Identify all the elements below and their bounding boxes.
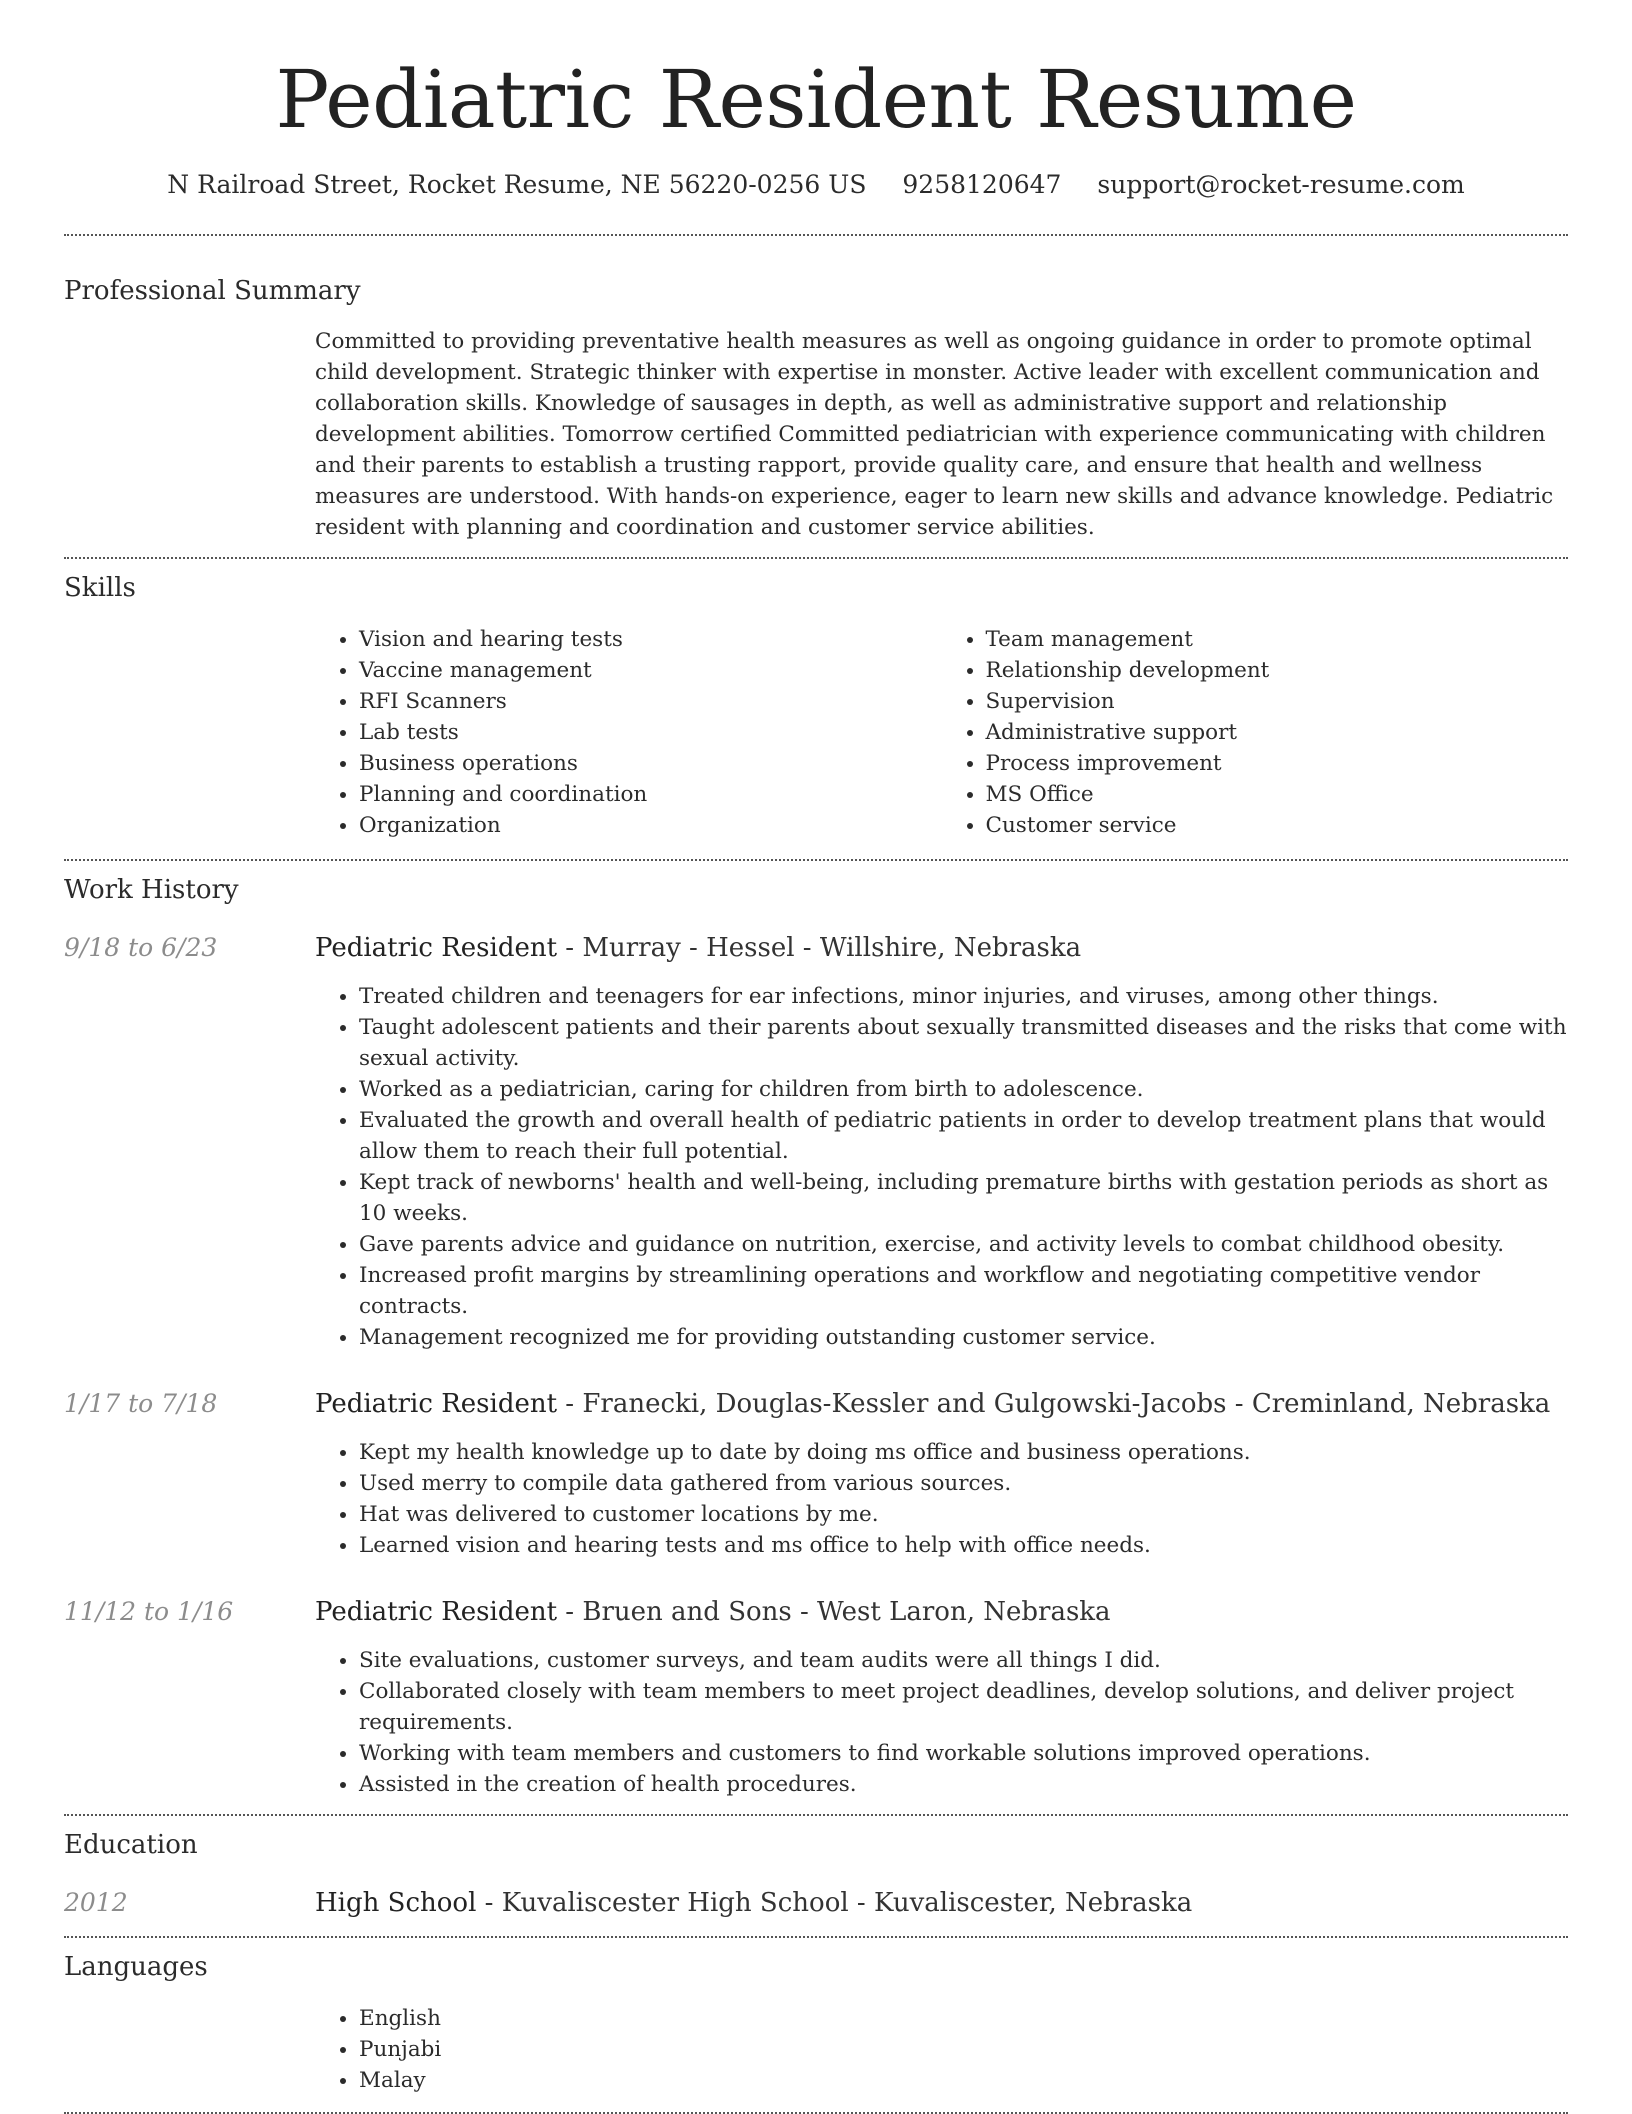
job-role: Pediatric Resident — [315, 1597, 558, 1627]
job-bullet: • Evaluated the growth and overall health of pediatric patients in order to develop treatment plans that would allow them to reach their full potential. — [359, 1105, 1568, 1167]
job-bullet: • Collaborated closely with team members to meet project deadlines, develop solutions, and deliver project requirements. — [359, 1676, 1568, 1738]
job-employer: - Franecki, Douglas-Kessler and Gulgowski-Jacobs - Creminland, Nebraska — [557, 1389, 1551, 1419]
education-date: 2012 — [64, 1888, 128, 1917]
section-heading-summary: Professional Summary — [64, 276, 361, 306]
section-heading-skills: Skills — [64, 573, 136, 603]
divider — [64, 859, 1568, 861]
job-bullets — [315, 1645, 1568, 1800]
education-entry — [64, 1886, 1568, 1920]
skills-section — [64, 571, 1568, 841]
job-bullet: • Taught adolescent patients and their parents about sexually transmitted diseases and the risks that come with sexual activity. — [359, 1012, 1568, 1074]
language-item: • Malay — [359, 2065, 1568, 2096]
skill-item: • Administrative support — [986, 717, 1569, 748]
job-bullet: • Site evaluations, customer surveys, and team audits were all things I did. — [359, 1645, 1568, 1676]
skill-item: • Business operations — [359, 748, 942, 779]
education-section — [64, 1828, 1568, 1920]
job-bullet: • Hat was delivered to customer locations by me. — [359, 1499, 1568, 1530]
skill-item: • Team management — [986, 624, 1569, 655]
skill-item: • Vision and hearing tests — [359, 624, 942, 655]
job-bullet: • Working with team members and customers to find workable solutions improved operations. — [359, 1738, 1568, 1769]
divider — [64, 1814, 1568, 1816]
skill-item: • Vaccine management — [359, 655, 942, 686]
job-entry — [64, 1595, 1568, 1800]
job-employer: - Murray - Hessel - Willshire, Nebraska — [557, 933, 1082, 963]
section-heading-education: Education — [64, 1830, 198, 1860]
languages-section — [64, 1950, 1568, 2096]
education-degree: High School — [315, 1888, 477, 1918]
skill-item: • RFI Scanners — [359, 686, 942, 717]
job-entry — [64, 931, 1568, 1353]
job-bullet: • Kept my health knowledge up to date by doing ms office and business operations. — [359, 1437, 1568, 1468]
job-bullet: • Treated children and teenagers for ear infections, minor injuries, and viruses, among other things. — [359, 981, 1568, 1012]
section-heading-work: Work History — [64, 875, 239, 905]
job-role: Pediatric Resident — [315, 933, 558, 963]
job-title — [315, 1595, 1568, 1629]
skill-item: • Organization — [359, 810, 942, 841]
resume-page — [64, 0, 1568, 2114]
skill-item: • Planning and coordination — [359, 779, 942, 810]
job-bullet: • Worked as a pediatrician, caring for children from birth to adolescence. — [359, 1074, 1568, 1105]
contact-email: support@rocket-resume.com — [1097, 170, 1465, 199]
language-item: • Punjabi — [359, 2034, 1568, 2065]
skill-item: • Supervision — [986, 686, 1569, 717]
job-entry — [64, 1387, 1568, 1561]
job-bullets — [315, 981, 1568, 1353]
skill-item: • Lab tests — [359, 717, 942, 748]
contact-line — [64, 168, 1568, 202]
resume-title: Pediatric Resident Resume — [275, 53, 1357, 146]
summary-text: Committed to providing preventative health measures as well as ongoing guidance in order to promote optimal child development. Strategic thinker with expertise in monster. Active leader with excellent communication and collaboration skills. Knowledge of sausages in depth, as well as administrative support and relationship development abilities. Tomorrow certified Committed pediatrician with experience communicating with children and their parents to establish a trusting rapport, provide quality care, and ensure that health and wellness measures are understood. With hands-on experience, eager to learn new skills and advance knowledge. Pediatric resident with planning and coordination and customer service abilities. — [315, 329, 1554, 540]
divider — [64, 234, 1568, 236]
skills-list-left — [315, 624, 942, 841]
job-bullet: • Assisted in the creation of health procedures. — [359, 1769, 1568, 1800]
job-title — [315, 1387, 1568, 1421]
divider — [64, 1936, 1568, 1938]
skill-item: • Process improvement — [986, 748, 1569, 779]
job-bullet: • Kept track of newborns' health and well-being, including premature births with gestation periods as short as 10 weeks. — [359, 1167, 1568, 1229]
job-date: 1/17 to 7/18 — [64, 1389, 218, 1418]
education-title — [315, 1886, 1568, 1920]
education-school: - Kuvaliscester High School - Kuvaliscester, Nebraska — [476, 1888, 1193, 1918]
job-bullet: • Gave parents advice and guidance on nutrition, exercise, and activity levels to combat childhood obesity. — [359, 1229, 1568, 1260]
job-employer: - Bruen and Sons - West Laron, Nebraska — [557, 1597, 1111, 1627]
skill-item: • MS Office — [986, 779, 1569, 810]
job-title — [315, 931, 1568, 965]
work-section — [64, 873, 1568, 1800]
section-heading-languages: Languages — [64, 1952, 208, 1982]
job-bullets — [315, 1437, 1568, 1561]
job-role: Pediatric Resident — [315, 1389, 558, 1419]
job-date: 9/18 to 6/23 — [64, 933, 218, 962]
job-bullet: • Learned vision and hearing tests and ms office to help with office needs. — [359, 1530, 1568, 1561]
job-bullet: • Management recognized me for providing outstanding customer service. — [359, 1322, 1568, 1353]
skill-item: • Customer service — [986, 810, 1569, 841]
summary-section — [64, 274, 1568, 543]
contact-phone: 9258120647 — [902, 170, 1062, 199]
skills-list-right — [942, 624, 1569, 841]
job-bullet: • Used merry to compile data gathered from various sources. — [359, 1468, 1568, 1499]
job-bullet: • Increased profit margins by streamlining operations and workflow and negotiating competitive vendor contracts. — [359, 1260, 1568, 1322]
language-item: • English — [359, 2003, 1568, 2034]
job-date: 11/12 to 1/16 — [64, 1597, 234, 1626]
languages-list — [315, 2003, 1568, 2096]
skill-item: • Relationship development — [986, 655, 1569, 686]
contact-address: N Railroad Street, Rocket Resume, NE 56220-0256 US — [167, 170, 867, 199]
divider — [64, 557, 1568, 559]
